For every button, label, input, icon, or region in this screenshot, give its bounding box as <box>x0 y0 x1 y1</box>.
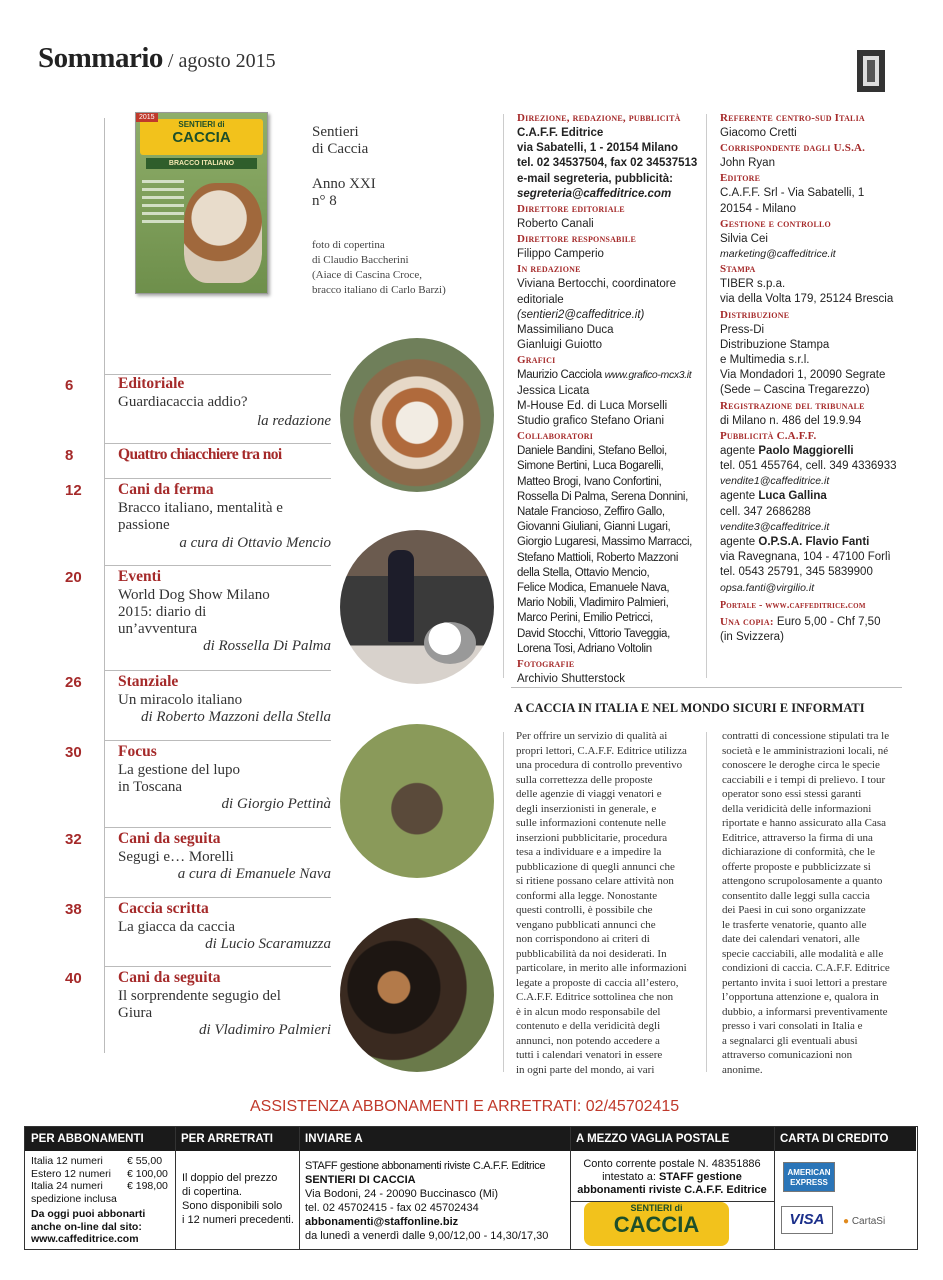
cartasi-card-icon: ● CartaSi <box>843 1216 886 1227</box>
portal-link[interactable]: Portale - www.caffeditrice.com <box>720 599 866 611</box>
email-link[interactable]: vendite3@caffeditrice.it <box>720 520 830 533</box>
section-divider <box>511 687 902 688</box>
collaborators-list: Daniele Bandini, Stefano Belloi, Simone Bertini, Luca Bogarelli, Matteo Brogi, Ivano Confortini, Rossella Di Palma, Serena Donnini, Natale Francioso, Zeffiro Gallo, Giovanni Giuliani, Gianni Lugari, Giorgio Lugaresi, Massimo Marracci, Stefano Mattioli, Roberto Mazzoni della Stella, Ottavio Mencio, Felice Modica, Emanuele Nava, Mario Nobili, Vladimiro Palmieri, Marco Perini, Emilio Petricci, David Stocchi, Vittorio Taveggia, Lorena Tosi, Adriano Voltolin <box>517 445 693 655</box>
toc-entry[interactable]: 12 Cani da ferma Bracco italiano, mentalità e passione a cura di Ottavio Mencio <box>63 478 331 564</box>
toc-entry[interactable]: 32 Cani da seguita Segugi e… Morelli a cura di Emanuele Nava <box>63 827 331 895</box>
column-rule <box>503 114 504 678</box>
cover-info: Sentieri di Caccia Anno XXI n° 8 <box>312 124 376 209</box>
header-inviare: INVIARE A <box>299 1127 570 1151</box>
column-rule <box>503 732 504 1072</box>
column-rule <box>706 732 707 1072</box>
sentieri-di-caccia-logo: SENTIERI di CACCIA <box>584 1202 729 1246</box>
bracco-dog-photo <box>340 338 494 492</box>
toc-entry[interactable]: 38 Caccia scritta La giacca da caccia di Lucio Scaramuzza <box>63 897 331 965</box>
header-carta: CARTA DI CREDITO <box>774 1127 916 1151</box>
toc-entry[interactable]: 30 Focus La gestione del lupo in Toscana di Giorgio Pettinà <box>63 740 331 826</box>
page-corner-icon <box>853 48 889 94</box>
article-title: A CACCIA IN ITALIA E NEL MONDO SICURI E INFORMATI <box>514 701 865 715</box>
subscription-banner: ASSISTENZA ABBONAMENTI E ARRETRATI: 02/45702415 <box>250 1098 680 1115</box>
header-arretrati: PER ARRETRATI <box>175 1127 299 1151</box>
back-issues-info: Il doppio del prezzo di copertina. Sono disponibili solo i 12 numeri precedenti. <box>182 1172 294 1226</box>
postal-info: Conto corrente postale N. 48351886 intestato a: STAFF gestione abbonamenti riviste C.A.F.F. Editrice <box>577 1158 767 1196</box>
visa-card-icon: VISA <box>781 1206 833 1234</box>
issue-date: agosto 2015 <box>178 50 276 72</box>
toc-entry[interactable]: 26 Stanziale Un miracolo italiano di Roberto Mazzoni della Stella <box>63 670 331 738</box>
email-link[interactable]: opsa.fanti@virgilio.it <box>720 581 815 594</box>
photo-credit: foto di copertina di Claudio Baccherini (Aiace di Cascina Croce, bracco italiano di Carlo Barzi) <box>312 239 446 296</box>
cover-thumbnail[interactable]: SENTIERI di CACCIA BRACCO ITALIANO 2015 <box>135 112 268 294</box>
article-column-left: Per offrire un servizio di qualità ai propri lettori, C.A.F.F. Editrice utilizza una procedura di controllo preventivo sulla correttezza delle proposte delle agenzie di viaggi venatori e degli inserzionisti in generale, e sulle informazioni contenute nelle inserzioni pubblicitarie, procedura tesa a individuare e a impedire la pubblicazione di quegli annunci che si ritiene possano celare attività non conformi alla legge. Nonostante questi controlli, è possibile che vengano pubblicati annunci che non corrispondono ai criteri di pubblicabilità da noi desiderati. In particolare, in merito alle informazioni legate a proposte di caccia all’estero, C.A.F.F. Editrice sottolinea che non è in alcun modo responsabile del contenuto e della veridicità degli annunci, non potendo accedere a tutti i calendari venatori in essere in ogni parte del mondo, ai vari <box>516 730 687 1076</box>
header-abbonamenti: PER ABBONAMENTI <box>25 1127 175 1151</box>
header-vaglia: A MEZZO VAGLIA POSTALE <box>570 1127 774 1151</box>
prices: Italia 12 numeri € 55,00 Estero 12 numeri € 100,00 Italia 24 numeri € 198,00 spedizione inclusa Da oggi puoi abbonarti anche on-line dal sito: www.caffeditrice.com <box>31 1155 171 1246</box>
masthead-left: Direzione, redazione, pubblicità C.A.F.F. Editrice via Sabatelli, 1 - 20154 Milano tel. 02 34537504, fax 02 34537513 e-mail segreteria, pubblicità: segreteria@caffeditrice.com Direttore editoriale Roberto Canali Direttore responsabile Filippo Camperio In redazione Viviana Bertocchi, coordinatore editoriale (sentieri2@caffeditrice.it) Massimiliano Duca Gianluigi Guiotto Grafici Maurizio Cacciola www.grafico-mcx3.it Jessica Licata M-House Ed. di Luca Morselli Studio grafico Stefano Oriani Collaboratori Daniele Bandini, Stefano Belloi, Simone Bertini, Luca Bogarelli, Matteo Brogi, Ivano Confortini, Rossella Di Palma, Serena Donnini, Natale Francioso, Zeffiro Gallo, Giovanni Giuliani, Gianni Lugari, Giorgio Lugaresi, Massimo Marracci, Stefano Mattioli, Roberto Mazzoni della Stella, Ottavio Mencio, Felice Modica, Emanuele Nava, Mario Nobili, Vladimiro Palmieri, Marco Perini, Emilio Petricci, David Stocchi, Vittorio Taveggia, Lorena Tosi, Adriano Voltolin Fotografie Archivio Shutterstock <box>517 111 707 687</box>
masthead-right: Referente centro-sud Italia Giacomo Cretti Corrispondente dagli U.S.A. John Ryan Editore C.A.F.F. Srl - Via Sabatelli, 1 20154 - Milano Gestione e controllo Silvia Cei marketing@caffeditrice.it Stampa TIBER s.p.a. via della Volta 179, 25124 Brescia Distribuzione Press-Di Distribuzione Stampa e Multimedia s.r.l. Via Mondadori 1, 20090 Segrate (Sede – Cascina Tregarezzo) Registrazione del tribunale di Milano n. 486 del 19.9.94 Pubblicità C.A.F.F. agente Paolo Maggiorelli tel. 051 455764, cell. 349 4336933 vendite1@caffeditrice.it agente Luca Gallina cell. 347 2686288 vendite3@caffeditrice.it agente O.P.S.A. Flavio Fanti via Ravegnana, 104 - 47100 Forlì tel. 0543 25791, 345 5839900 opsa.fanti@virgilio.it Portale - www.caffeditrice.com Una copia: Euro 5,00 - Chf 7,50 (in Svizzera) <box>720 111 920 645</box>
website-link[interactable]: www.caffeditrice.com <box>31 1233 139 1245</box>
toc-entry[interactable]: 20 Eventi World Dog Show Milano 2015: diario di un’avventura di Rossella Di Palma <box>63 565 331 669</box>
toc-entry[interactable]: 8 Quattro chiacchiere tra noi <box>63 443 331 477</box>
send-to-info: STAFF gestione abbonamenti riviste C.A.F.F. Editrice SENTIERI DI CACCIA Via Bodoni, 24 - 20090 Buccinasco (Mi) tel. 02 45702415 - fax 02 45702434 abbonamenti@staffonline.biz da lunedì a venerdì dalle 9,00/12,00 - 14,30/17,30 <box>305 1159 567 1243</box>
wolf-photo <box>340 724 494 878</box>
article-column-right: contratti di concessione stipulati tra le società e le amministrazioni locali, né conoscere le deroghe circa le specie cacciabili e i tempi di prelievo. I tour operator sono essi stessi garanti della veridicità delle informazioni riportate e hanno assicurato alla Casa Editrice, attraverso la firma di una dichiarazione di conformità, che le offerte proposte e pubblicizzate si attengono scrupolosamente a quanto consentito dalle leggi sulla caccia dei Paesi in cui sono organizzate le trasferte venatorie, quanto alle date dei calendari venatori, alle specie cacciabili, alle modalità e alle condizioni di caccia. C.A.F.F. Editrice pertanto invita i suoi lettori a prestare l’opportuna attenzione e, qualora in dubbio, a informarsi preventivamente presso i vari consolati in Italia e a segnalarci gli eventuali abusi attraverso comunicazioni non anonime. <box>722 730 890 1076</box>
toc-entry[interactable]: 40 Cani da seguita Il sorprendente segugio del Giura di Vladimiro Palmieri <box>63 966 331 1052</box>
amex-card-icon: AMERICAN EXPRESS <box>783 1162 835 1192</box>
hounds-photo <box>340 918 494 1072</box>
toc-entry[interactable]: 6 Editoriale Guardiacaccia addio? la redazione <box>65 375 331 429</box>
email-link[interactable]: vendite1@caffeditrice.it <box>720 475 830 488</box>
email-link[interactable]: abbonamenti@staffonline.biz <box>305 1216 459 1228</box>
page-title: Sommario / agosto 2015 <box>38 42 276 74</box>
dog-show-photo <box>340 530 494 684</box>
